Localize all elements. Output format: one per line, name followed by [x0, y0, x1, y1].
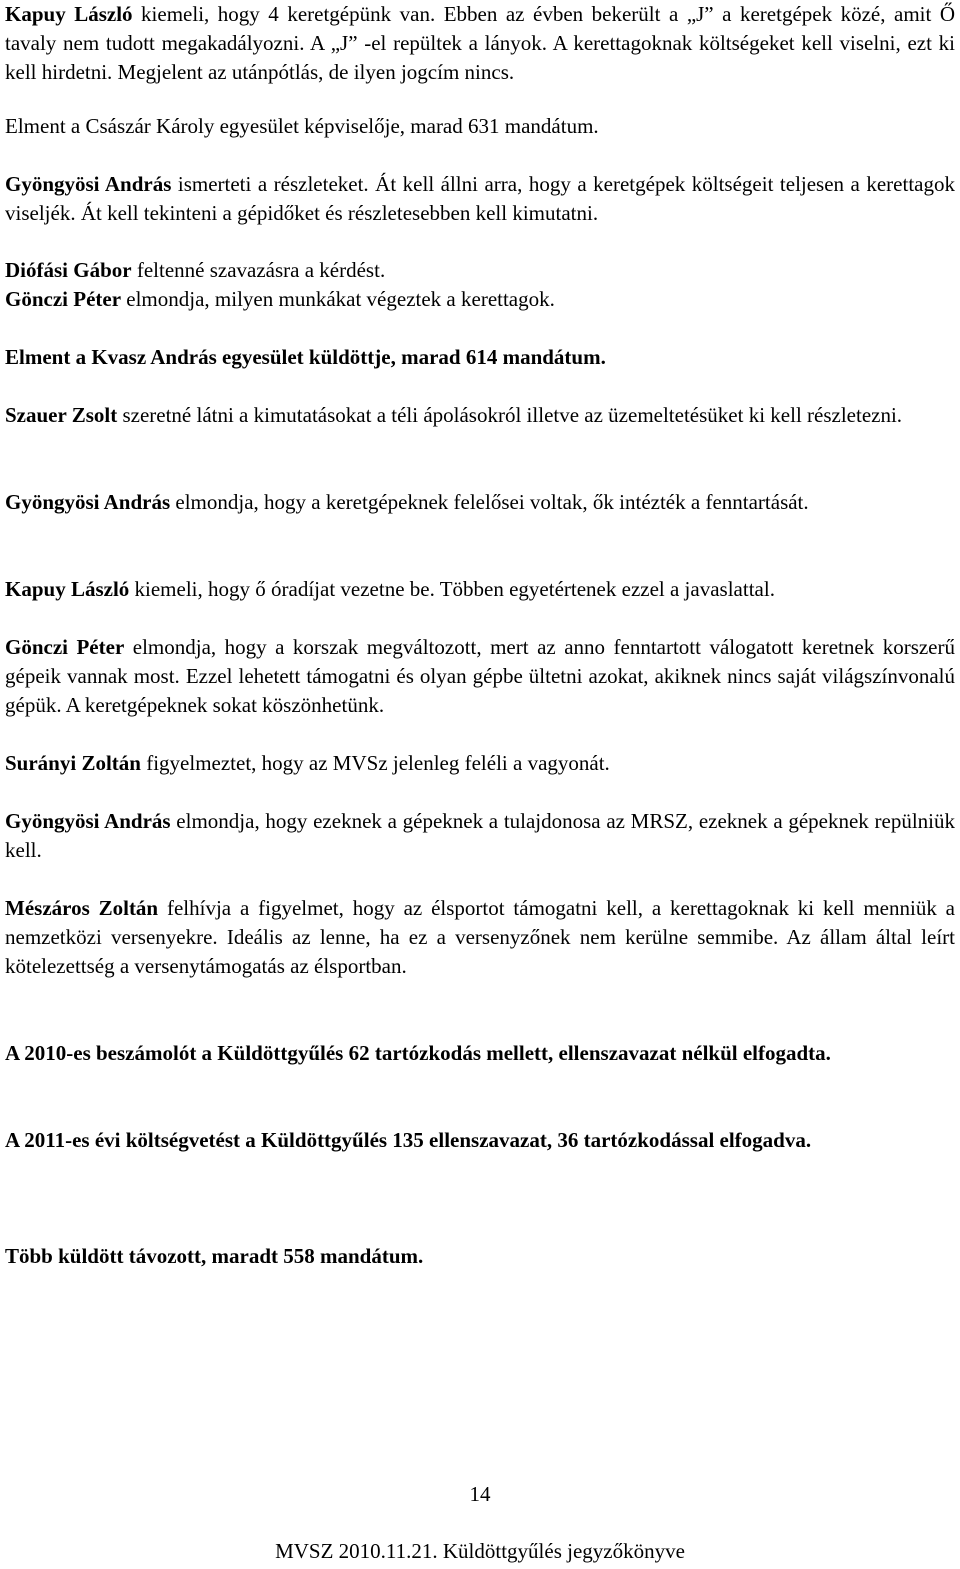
paragraph-8 — [5, 488, 809, 517]
paragraph-2 — [5, 112, 599, 141]
speaker-name: Kapuy László — [5, 577, 130, 601]
speaker-name: Surányi Zoltán — [5, 751, 141, 775]
paragraph-text: A 2010-es beszámolót a Küldöttgyűlés 62 tartózkodás mellett, ellenszavazat nélkül elfogadta. — [5, 1041, 831, 1065]
paragraph-text: ismerteti a részleteket. Át kell állni arra, hogy a keretgépek költségeit teljesen a kerettagok viseljék. Át kell tekinteni a gépidőket és részletesebben kell kimutatni. — [5, 172, 955, 225]
paragraph-15 — [5, 1126, 811, 1155]
paragraph-7 — [5, 401, 902, 430]
paragraph-11 — [5, 749, 610, 778]
paragraph-text: Több küldött távozott, maradt 558 mandátum. — [5, 1244, 424, 1268]
speaker-name: Gyöngyösi András — [5, 809, 171, 833]
paragraph-text: A 2011-es évi költségvetést a Küldöttgyűlés 135 ellenszavazat, 36 tartózkodással elfogadva. — [5, 1128, 812, 1152]
paragraph-6 — [5, 343, 606, 372]
speaker-name: Mészáros Zoltán — [5, 896, 159, 920]
speaker-name: Gyöngyösi András — [5, 172, 172, 196]
page-footer: MVSZ 2010.11.21. Küldöttgyűlés jegyzőkönyve — [275, 1539, 685, 1563]
paragraph-16 — [5, 1242, 423, 1271]
speaker-name: Szauer Zsolt — [5, 403, 118, 427]
paragraph-text: kiemeli, hogy 4 keretgépünk van. Ebben az évben bekerült a „J” a keretgépek közé, amit Ő tavaly nem tudott megakadályozni. A „J” -el repültek a lányok. A kerettagoknak költségeket kell viselni, ezt ki kell hirdetni. Megjelent az utánpótlás, de ilyen jogcím nincs. — [5, 2, 955, 84]
paragraph-13 — [5, 894, 955, 981]
paragraph-text: elmondja, hogy a keretgépeknek felelősei voltak, ők intézték a fenntartását. — [170, 490, 809, 514]
paragraph-9 — [5, 575, 775, 604]
paragraph-text: felhívja a figyelmet, hogy az élsportot támogatni kell, a kerettagoknak ki kell menniük a nemzetközi versenyekre. Ideális az lenne, ha ez a versenyzőnek nem kerülne semmibe. Az állam által leírt kötelezettség a versenytámogatás az élsportban. — [5, 896, 956, 978]
speaker-name: Kapuy László — [5, 2, 133, 26]
speaker-name: Gönczi Péter — [5, 287, 122, 311]
paragraph-5 — [5, 285, 555, 314]
paragraph-text: elmondja, hogy ezeknek a gépeknek a tulajdonosa az MRSZ, ezeknek a gépeknek repülniük kell. — [5, 809, 955, 862]
speaker-name: Gönczi Péter — [5, 635, 125, 659]
paragraph-text: figyelmeztet, hogy az MVSz jelenleg feléli a vagyonát. — [140, 751, 610, 775]
page-number: 14 — [469, 1482, 491, 1506]
paragraph-4 — [5, 256, 385, 285]
speaker-name: Gyöngyösi András — [5, 490, 171, 514]
paragraph-14 — [5, 1039, 831, 1068]
paragraph-text: feltenné szavazásra a kérdést. — [131, 258, 386, 282]
paragraph-text: elmondja, milyen munkákat végeztek a kerettagok. — [121, 287, 555, 311]
paragraph-text: Elment a Császár Károly egyesület képviselője, marad 631 mandátum. — [5, 114, 599, 138]
speaker-name: Diófási Gábor — [5, 258, 132, 282]
paragraph-text: kiemeli, hogy ő óradíjat vezetne be. Többen egyetértenek ezzel a javaslattal. — [129, 577, 775, 601]
paragraph-1 — [5, 0, 955, 87]
paragraph-text: szeretné látni a kimutatásokat a téli ápolásokról illetve az üzemeltetésüket ki kell részletezni. — [117, 403, 903, 427]
paragraph-text: Elment a Kvasz András egyesület küldöttje, marad 614 mandátum. — [5, 345, 606, 369]
paragraph-10 — [5, 633, 955, 720]
paragraph-3 — [5, 170, 955, 228]
paragraph-text: elmondja, hogy a korszak megváltozott, mert az anno fenntartott válogatott keretnek korszerű gépeik vannak most. Ezzel lehetett támogatni és olyan gépbe ültetni azokat, akiknek nincs saját világszínvonalú gépük. A keretgépeknek sokat köszönhetünk. — [5, 635, 955, 717]
paragraph-12 — [5, 807, 955, 865]
